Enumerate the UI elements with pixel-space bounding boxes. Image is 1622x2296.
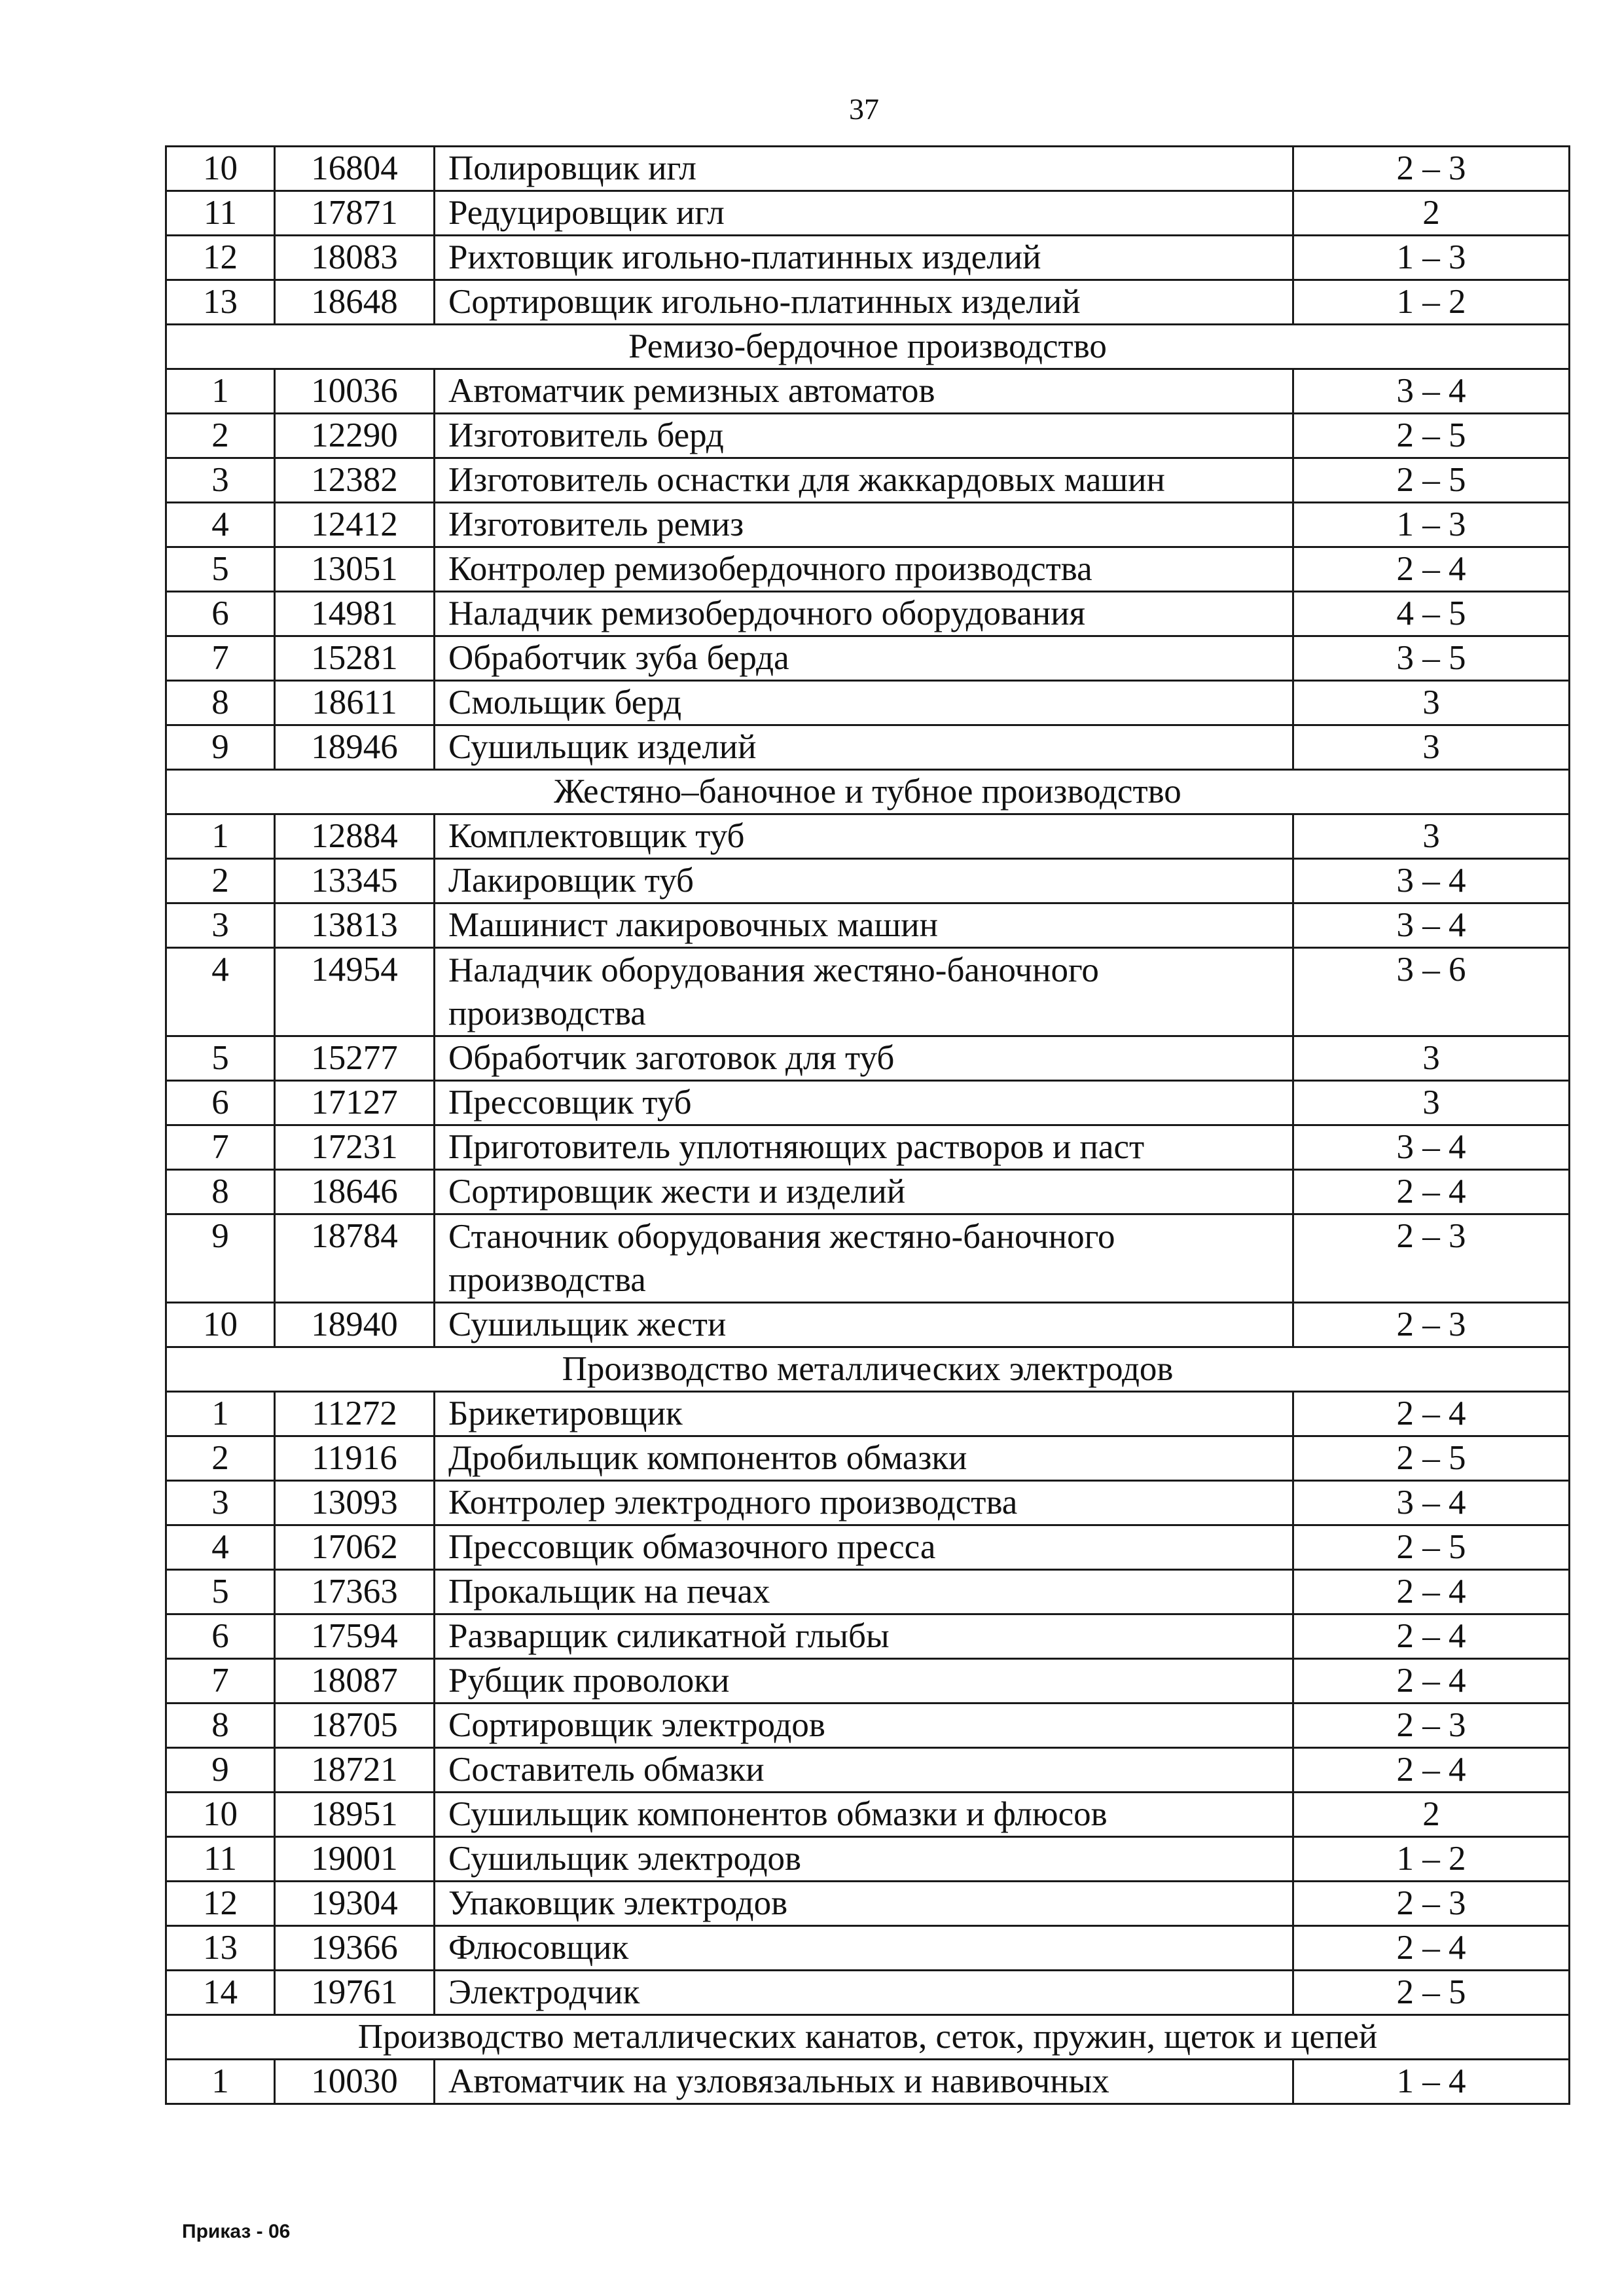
- profession-name: Прессовщик обмазочного пресса: [435, 1525, 1293, 1570]
- profession-code: 11272: [275, 1392, 435, 1436]
- profession-code: 12290: [275, 414, 435, 458]
- table-row: [166, 948, 1570, 1036]
- profession-name: Сушильщик электродов: [435, 1837, 1293, 1882]
- profession-code: 18611: [275, 681, 435, 725]
- row-number: 9: [166, 725, 275, 770]
- row-number: 2: [166, 859, 275, 903]
- grade-range: 2 – 5: [1293, 1525, 1570, 1570]
- profession-code: 18784: [275, 1214, 435, 1303]
- grade-range: 2 – 3: [1293, 1214, 1570, 1303]
- row-number: 4: [166, 1525, 275, 1570]
- profession-name: Обработчик заготовок для туб: [435, 1036, 1293, 1081]
- profession-name: Изготовитель оснастки для жаккардовых машин: [435, 458, 1293, 503]
- grade-range: 4 – 5: [1293, 592, 1570, 636]
- profession-code: 19304: [275, 1882, 435, 1926]
- profession-code: 16804: [275, 147, 435, 191]
- grade-range: 2 – 3: [1293, 147, 1570, 191]
- table-row: [166, 859, 1570, 903]
- profession-code: 15277: [275, 1036, 435, 1081]
- table-row: [166, 1659, 1570, 1704]
- table-row: [166, 1170, 1570, 1214]
- grade-range: 2: [1293, 191, 1570, 236]
- profession-name: Контролер ремизобердочного производства: [435, 547, 1293, 592]
- profession-name: Прокальщик на печах: [435, 1570, 1293, 1614]
- profession-code: 10036: [275, 369, 435, 414]
- profession-name: Станочник оборудования жестяно-баночного производства: [435, 1214, 1293, 1303]
- profession-name: Флюсовщик: [435, 1926, 1293, 1971]
- row-number: 1: [166, 1392, 275, 1436]
- table-row: [166, 369, 1570, 414]
- profession-name: Прессовщик туб: [435, 1081, 1293, 1125]
- row-number: 12: [166, 1882, 275, 1926]
- row-number: 10: [166, 1793, 275, 1837]
- table-row: [166, 236, 1570, 280]
- grade-range: 2: [1293, 1793, 1570, 1837]
- grade-range: 2 – 3: [1293, 1704, 1570, 1748]
- row-number: 7: [166, 1659, 275, 1704]
- profession-code: 12382: [275, 458, 435, 503]
- profession-name: Сушильщик изделий: [435, 725, 1293, 770]
- profession-code: 17062: [275, 1525, 435, 1570]
- table-row: [166, 1882, 1570, 1926]
- profession-name: Контролер электродного производства: [435, 1481, 1293, 1525]
- grade-range: 2 – 5: [1293, 458, 1570, 503]
- row-number: 13: [166, 280, 275, 325]
- grade-range: 2 – 4: [1293, 1170, 1570, 1214]
- grade-range: 2 – 4: [1293, 1614, 1570, 1659]
- profession-code: 12412: [275, 503, 435, 547]
- profession-name: Приготовитель уплотняющих растворов и паст: [435, 1125, 1293, 1170]
- profession-code: 13093: [275, 1481, 435, 1525]
- table-row: [166, 458, 1570, 503]
- profession-name: Сушильщик жести: [435, 1303, 1293, 1347]
- profession-name: Составитель обмазки: [435, 1748, 1293, 1793]
- profession-code: 18087: [275, 1659, 435, 1704]
- table-row: [166, 503, 1570, 547]
- profession-code: 19761: [275, 1971, 435, 2015]
- grade-range: 3 – 4: [1293, 1481, 1570, 1525]
- row-number: 3: [166, 903, 275, 948]
- grade-range: 3: [1293, 681, 1570, 725]
- row-number: 2: [166, 1436, 275, 1481]
- section-header-row: [166, 770, 1570, 814]
- profession-name: Рубщик проволоки: [435, 1659, 1293, 1704]
- profession-code: 11916: [275, 1436, 435, 1481]
- row-number: 11: [166, 191, 275, 236]
- row-number: 7: [166, 1125, 275, 1170]
- row-number: 5: [166, 1570, 275, 1614]
- grade-range: 2 – 4: [1293, 1570, 1570, 1614]
- grade-range: 3 – 4: [1293, 1125, 1570, 1170]
- profession-name: Обработчик зуба берда: [435, 636, 1293, 681]
- profession-name: Упаковщик электродов: [435, 1882, 1293, 1926]
- profession-name: Сортировщик жести и изделий: [435, 1170, 1293, 1214]
- profession-code: 18646: [275, 1170, 435, 1214]
- profession-code: 18951: [275, 1793, 435, 1837]
- table-row: [166, 1837, 1570, 1882]
- grade-range: 2 – 4: [1293, 1392, 1570, 1436]
- section-header-row: [166, 2015, 1570, 2060]
- profession-name: Наладчик оборудования жестяно-баночного производства: [435, 948, 1293, 1036]
- table-row: [166, 1214, 1570, 1303]
- grade-range: 3 – 6: [1293, 948, 1570, 1036]
- row-number: 4: [166, 503, 275, 547]
- table-row: [166, 681, 1570, 725]
- table-row: [166, 1125, 1570, 1170]
- grade-range: 3: [1293, 1081, 1570, 1125]
- table-row: [166, 1570, 1570, 1614]
- table-row: [166, 1704, 1570, 1748]
- section-title: Производство металлических канатов, сеток, пружин, щеток и цепей: [166, 2015, 1570, 2060]
- row-number: 7: [166, 636, 275, 681]
- table-row: [166, 280, 1570, 325]
- table-row: [166, 1971, 1570, 2015]
- grade-range: 1 – 2: [1293, 280, 1570, 325]
- section-header-row: [166, 325, 1570, 369]
- row-number: 12: [166, 236, 275, 280]
- table-row: [166, 1614, 1570, 1659]
- section-title: Жестяно–баночное и тубное производство: [166, 770, 1570, 814]
- grade-range: 2 – 5: [1293, 1971, 1570, 2015]
- table-row: [166, 636, 1570, 681]
- table-row: [166, 547, 1570, 592]
- row-number: 6: [166, 592, 275, 636]
- row-number: 11: [166, 1837, 275, 1882]
- profession-code: 14981: [275, 592, 435, 636]
- profession-name: Рихтовщик игольно-платинных изделий: [435, 236, 1293, 280]
- grade-range: 1 – 3: [1293, 503, 1570, 547]
- row-number: 2: [166, 414, 275, 458]
- profession-code: 14954: [275, 948, 435, 1036]
- profession-name: Брикетировщик: [435, 1392, 1293, 1436]
- row-number: 4: [166, 948, 275, 1036]
- grade-range: 3: [1293, 1036, 1570, 1081]
- row-number: 9: [166, 1748, 275, 1793]
- grade-range: 2 – 4: [1293, 1659, 1570, 1704]
- row-number: 9: [166, 1214, 275, 1303]
- grade-range: 3: [1293, 814, 1570, 859]
- profession-name: Редуцировщик игл: [435, 191, 1293, 236]
- table-row: [166, 725, 1570, 770]
- profession-name: Сушильщик компонентов обмазки и флюсов: [435, 1793, 1293, 1837]
- table-row: [166, 1081, 1570, 1125]
- row-number: 8: [166, 1170, 275, 1214]
- profession-name: Лакировщик туб: [435, 859, 1293, 903]
- profession-code: 18648: [275, 280, 435, 325]
- profession-code: 13345: [275, 859, 435, 903]
- profession-code: 17231: [275, 1125, 435, 1170]
- grade-range: 3 – 4: [1293, 369, 1570, 414]
- table-row: [166, 147, 1570, 191]
- profession-code: 17127: [275, 1081, 435, 1125]
- row-number: 6: [166, 1081, 275, 1125]
- grade-range: 1 – 4: [1293, 2060, 1570, 2104]
- profession-code: 19366: [275, 1926, 435, 1971]
- table-row: [166, 1436, 1570, 1481]
- grade-range: 3: [1293, 725, 1570, 770]
- row-number: 1: [166, 369, 275, 414]
- profession-code: 15281: [275, 636, 435, 681]
- profession-code: 13051: [275, 547, 435, 592]
- table-row: [166, 814, 1570, 859]
- profession-name: Автоматчик ремизных автоматов: [435, 369, 1293, 414]
- row-number: 5: [166, 547, 275, 592]
- grade-range: 2 – 5: [1293, 414, 1570, 458]
- profession-code: 18721: [275, 1748, 435, 1793]
- grade-range: 2 – 4: [1293, 1748, 1570, 1793]
- profession-code: 17594: [275, 1614, 435, 1659]
- table-row: [166, 1748, 1570, 1793]
- profession-code: 17871: [275, 191, 435, 236]
- grade-range: 2 – 5: [1293, 1436, 1570, 1481]
- table-row: [166, 1793, 1570, 1837]
- grade-range: 2 – 4: [1293, 547, 1570, 592]
- table-row: [166, 903, 1570, 948]
- table-row: [166, 1392, 1570, 1436]
- profession-name: Смольщик берд: [435, 681, 1293, 725]
- table-row: [166, 191, 1570, 236]
- row-number: 5: [166, 1036, 275, 1081]
- grade-range: 3 – 4: [1293, 903, 1570, 948]
- profession-code: 19001: [275, 1837, 435, 1882]
- profession-code: 18940: [275, 1303, 435, 1347]
- section-title: Производство металлических электродов: [166, 1347, 1570, 1392]
- row-number: 3: [166, 1481, 275, 1525]
- profession-name: Автоматчик на узловязальных и навивочных: [435, 2060, 1293, 2104]
- table-row: [166, 1481, 1570, 1525]
- profession-code: 13813: [275, 903, 435, 948]
- table-row: [166, 414, 1570, 458]
- table-row: [166, 1926, 1570, 1971]
- profession-name: Дробильщик компонентов обмазки: [435, 1436, 1293, 1481]
- section-title: Ремизо-бердочное производство: [166, 325, 1570, 369]
- profession-code: 18083: [275, 236, 435, 280]
- profession-name: Сортировщик электродов: [435, 1704, 1293, 1748]
- footer-doc-label: Приказ - 06: [182, 2221, 291, 2242]
- table-row: [166, 592, 1570, 636]
- profession-code: 18705: [275, 1704, 435, 1748]
- row-number: 3: [166, 458, 275, 503]
- profession-name: Электродчик: [435, 1971, 1293, 2015]
- grade-range: 2 – 3: [1293, 1303, 1570, 1347]
- section-header-row: [166, 1347, 1570, 1392]
- grade-range: 1 – 3: [1293, 236, 1570, 280]
- profession-name: Разварщик силикатной глыбы: [435, 1614, 1293, 1659]
- profession-name: Наладчик ремизобердочного оборудования: [435, 592, 1293, 636]
- profession-name: Изготовитель берд: [435, 414, 1293, 458]
- row-number: 13: [166, 1926, 275, 1971]
- profession-name: Полировщик игл: [435, 147, 1293, 191]
- grade-range: 3 – 4: [1293, 859, 1570, 903]
- grade-range: 3 – 5: [1293, 636, 1570, 681]
- grade-range: 2 – 3: [1293, 1882, 1570, 1926]
- table-row: [166, 1036, 1570, 1081]
- row-number: 6: [166, 1614, 275, 1659]
- profession-code: 12884: [275, 814, 435, 859]
- row-number: 1: [166, 2060, 275, 2104]
- row-number: 8: [166, 1704, 275, 1748]
- table-row: [166, 1525, 1570, 1570]
- profession-code: 18946: [275, 725, 435, 770]
- table-body: [166, 147, 1570, 2104]
- profession-name: Изготовитель ремиз: [435, 503, 1293, 547]
- professions-table: [165, 145, 1570, 2105]
- profession-name: Машинист лакировочных машин: [435, 903, 1293, 948]
- profession-code: 17363: [275, 1570, 435, 1614]
- row-number: 10: [166, 147, 275, 191]
- row-number: 1: [166, 814, 275, 859]
- row-number: 14: [166, 1971, 275, 2015]
- profession-code: 10030: [275, 2060, 435, 2104]
- page-number: 37: [849, 92, 879, 126]
- grade-range: 1 – 2: [1293, 1837, 1570, 1882]
- profession-name: Комплектовщик туб: [435, 814, 1293, 859]
- table-row: [166, 1303, 1570, 1347]
- grade-range: 2 – 4: [1293, 1926, 1570, 1971]
- row-number: 10: [166, 1303, 275, 1347]
- table-row: [166, 2060, 1570, 2104]
- profession-name: Сортировщик игольно-платинных изделий: [435, 280, 1293, 325]
- row-number: 8: [166, 681, 275, 725]
